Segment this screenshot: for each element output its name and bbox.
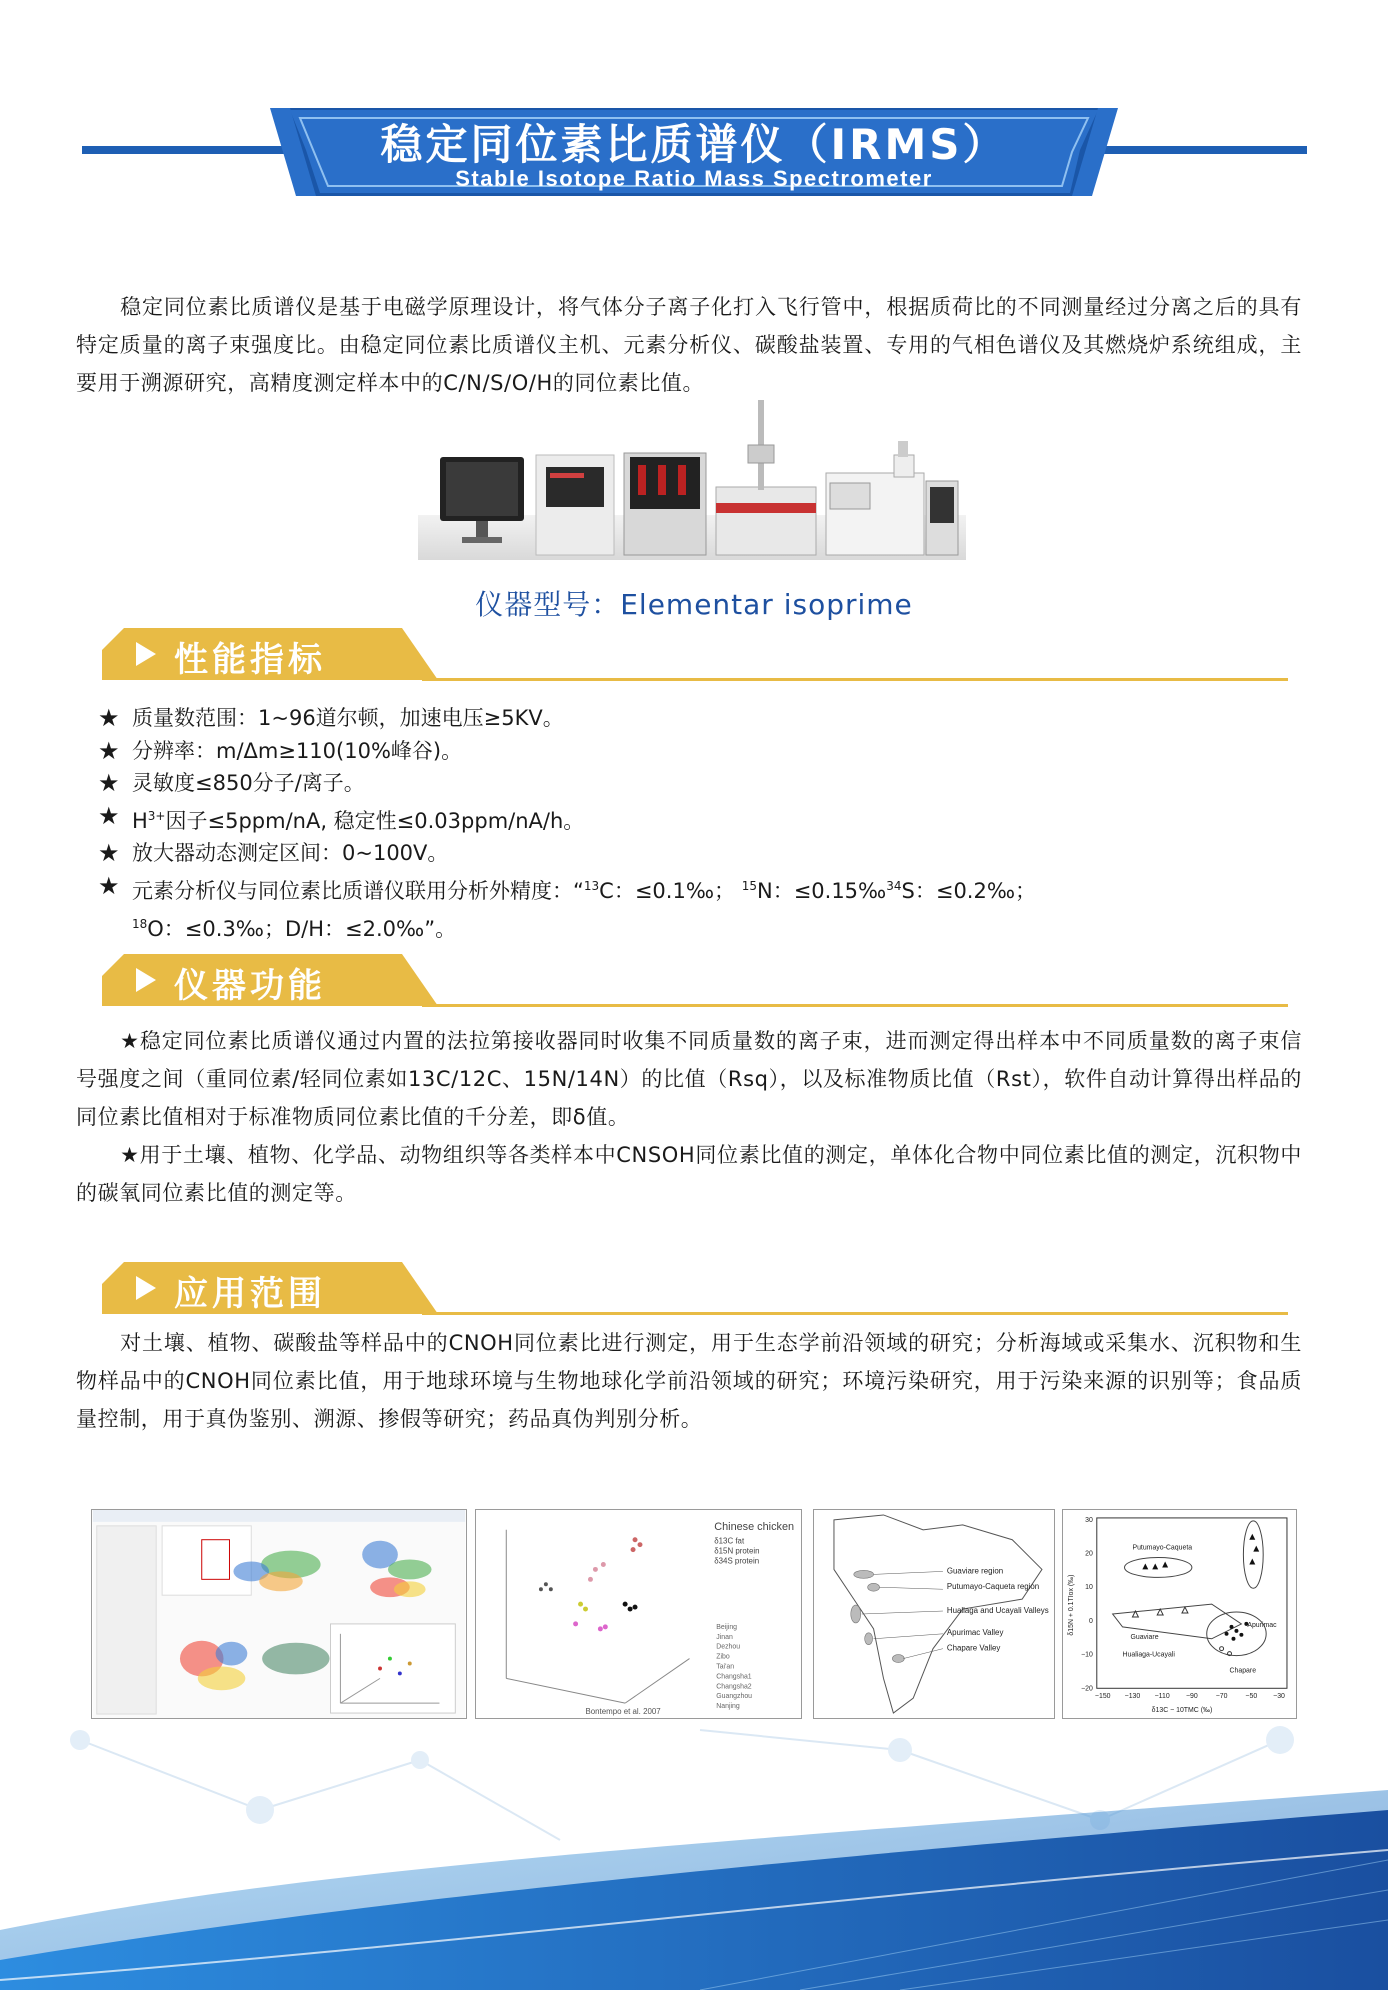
software-screenshot-graphic [92,1510,466,1718]
s-superscript: 34 [886,878,902,893]
chicken-legend-item: δ15N protein [714,1546,760,1556]
intro-text: 稳定同位素比质谱仪是基于电磁学原理设计，将气体分子离子化打入飞行管中，根据质荷比的不同测量经过分离之后的具有特定质量的离子束强度比。由稳定同位素比质谱仪主机、元素分析仪、碳酸盐装置、专用的气相色谱仪及其燃烧炉系统组成，主要用于溯源研究，高精度测定样本中的C/N/S/O/H的同位素比值。 [76,295,1302,395]
section-header-function [102,954,1288,1010]
footer-decoration [0,1700,1388,1990]
c-superscript: 13 [583,878,600,893]
y-tick: 0 [1088,1617,1093,1625]
scatter-label: Apurimac [1247,1621,1277,1629]
precision-lead: 元素分析仪与同位素比质谱仪联用分析外精度：“ [132,878,584,903]
x-tick: −90 [1186,1693,1198,1701]
figure-chinese-chicken [475,1509,802,1719]
h3-text: 因子≤5ppm/nA, 稳定性≤0.03ppm/nA/h。 [165,808,585,833]
chicken-credit: Bontempo et al. 2007 [585,1707,661,1717]
section-title: 应用范围 [174,1274,326,1314]
star-icon: ★ [98,839,120,868]
region-map-graphic [814,1510,1054,1718]
map-region-label: Apurimac Valley [946,1627,1004,1637]
spec-item-continuation [98,908,1318,946]
spec-text [132,908,456,946]
x-axis-label: δ13C − 10TMC (‰) [1151,1707,1213,1715]
y-tick: −10 [1081,1651,1093,1659]
star-icon: ★ [98,769,120,798]
x-tick: −70 [1215,1693,1228,1701]
chicken-city: Nanjing [716,1703,740,1711]
scatter-label: Chapare [1229,1667,1257,1675]
chicken-title: Chinese chicken [714,1520,795,1533]
chicken-city: Changsha2 [716,1683,752,1691]
star-icon: ★ [98,801,120,830]
figure-software-screenshot [91,1509,467,1719]
spec-list [98,702,1318,945]
section-rule [422,678,1288,681]
y-tick: −20 [1081,1685,1093,1693]
y-tick: 10 [1085,1584,1093,1592]
spec-text [132,800,584,838]
map-region-label: Putumayo-Caqueta region [946,1582,1040,1592]
star-icon: ★ [98,704,120,732]
play-arrow-icon [136,1276,156,1300]
spec-text: 放大器动态测定区间：0~100V。 [132,841,449,866]
section-rule [422,1312,1288,1315]
scatter-label: Guaviare [1130,1633,1159,1641]
o-precision: O：≤0.3‰；D/H：≤2.0‰”。 [147,916,457,941]
map-region-label: Guaviare region [946,1566,1004,1576]
x-tick: −30 [1273,1693,1285,1701]
header-banner [0,0,1388,230]
spec-text: 质量数范围：1~96道尔顿，加速电压≥5KV。 [132,706,564,730]
page-subtitle: Stable Isotope Ratio Mass Spectrometer [455,166,933,191]
intro-paragraph [76,288,1302,402]
chicken-city: Tai'an [716,1663,735,1671]
section-rule [422,1004,1288,1007]
play-arrow-icon [136,968,156,992]
spec-item [98,800,1318,838]
function-paragraph [76,1022,1302,1212]
application-paragraph [76,1324,1302,1438]
x-tick: −110 [1154,1693,1170,1701]
chicken-scatter-graphic [476,1510,801,1718]
function-text-2: ★用于土壤、植物、化学品、动物组织等各类样本中CNSOH同位素比值的测定，单体化合物中同位素比值的测定，沉积物中的碳氧同位素比值的测定等。 [76,1143,1302,1205]
figure-isotope-scatter [1062,1509,1297,1719]
y-tick: 20 [1085,1550,1093,1558]
h3-superscript: 3+ [147,808,166,823]
isotope-scatter-graphic [1063,1510,1296,1718]
n-precision: N：≤0.15‰ [756,878,887,903]
instrument-photo [418,395,966,560]
scatter-label: Hualiaga-Ucayali [1122,1651,1175,1659]
chicken-city: Beijing [716,1623,738,1631]
spec-text [132,870,1036,908]
spec-item [98,767,1318,800]
section-title: 性能指标 [174,640,326,680]
spec-text: 分辨率：m/Δm≥110(10%峰谷)。 [132,738,463,763]
x-tick: −130 [1124,1693,1141,1701]
chicken-city: Jinan [716,1633,733,1641]
y-axis-label: δ15N + 0.1TIox (‰) [1068,1574,1076,1636]
spec-text: 灵敏度≤850分子/离子。 [132,771,365,796]
c-precision: C：≤0.1‰； [599,878,736,903]
o-superscript: 18 [132,916,148,931]
chicken-city: Zibo [716,1653,730,1661]
chicken-legend-item: δ13C fat [714,1536,745,1546]
h3-symbol: H [132,808,148,833]
map-region-label: Huallaga and Ucayali Valleys [946,1606,1049,1616]
function-text-1: ★稳定同位素比质谱仪通过内置的法拉第接收器同时收集不同质量数的离子束，进而测定得出样本中不同质量数的离子束信号强度之间（重同位素/轻同位素如13C/12C、15N/14N）的比值（Rsq），以及标准物质比值（Rst），软件自动计算得出样品的同位素比值相对于标准物质同位素比值的千分差，即δ值。 [76,1029,1302,1129]
spec-item [98,702,1318,735]
x-tick: −50 [1245,1693,1258,1701]
spec-item [98,735,1318,768]
page-title: 稳定同位素比质谱仪（IRMS） [380,120,1008,169]
section-header-application [102,1262,1288,1318]
n-superscript: 15 [741,878,757,893]
spec-item [98,870,1318,908]
spec-item [98,837,1318,870]
y-tick: 30 [1085,1516,1093,1524]
chicken-city: Guangzhou [716,1693,753,1701]
chicken-legend-item: δ34S protein [714,1556,760,1566]
map-region-label: Chapare Valley [946,1643,1001,1653]
star-icon: ★ [98,871,120,900]
chicken-city: Dezhou [716,1643,741,1651]
x-tick: −150 [1094,1693,1111,1701]
scatter-label: Putumayo-Caqueta [1132,1544,1193,1552]
section-header-performance [102,628,1288,684]
chicken-city: Changsha1 [716,1673,752,1681]
instrument-model: 仪器型号：Elementar isoprime [475,588,913,621]
play-arrow-icon [136,642,156,666]
application-text: 对土壤、植物、碳酸盐等样品中的CNOH同位素比进行测定，用于生态学前沿领域的研究；分析海域或采集水、沉积物和生物样品中的CNOH同位素比值，用于地球环境与生物地球化学前沿领域的研究；环境污染研究，用于污染来源的识别等；食品质量控制，用于真伪鉴别、溯源、掺假等研究；药品真伪判别分析。 [76,1331,1302,1431]
section-title: 仪器功能 [174,966,326,1006]
figure-region-map [813,1509,1055,1719]
star-icon: ★ [98,736,120,765]
s-precision: S：≤0.2‰； [901,878,1037,903]
